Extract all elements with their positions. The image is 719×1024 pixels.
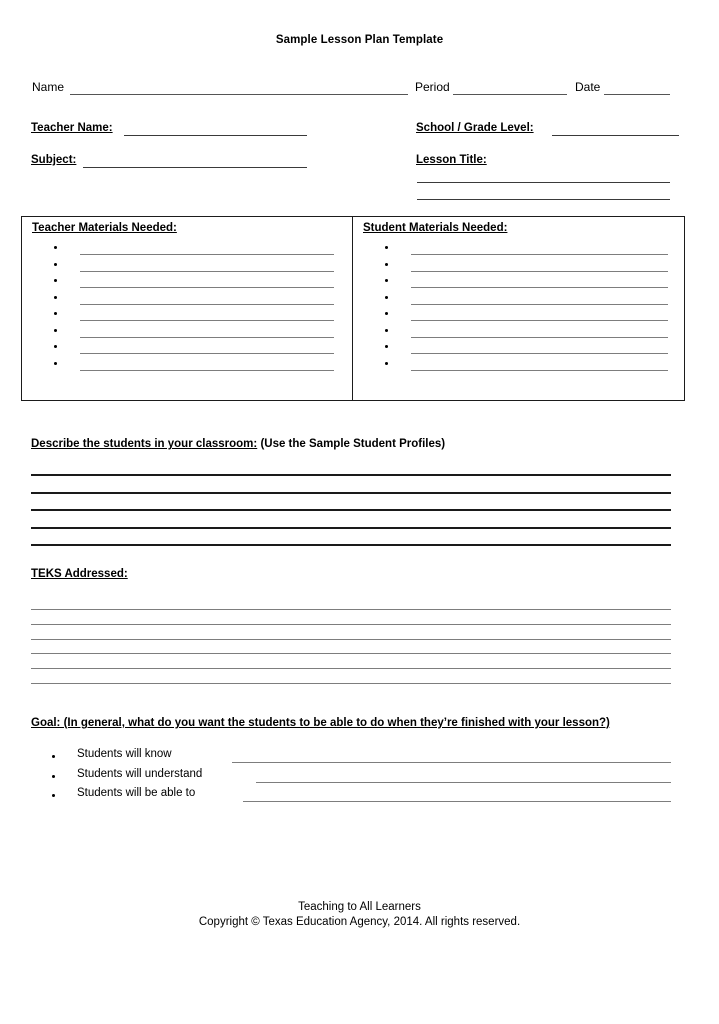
materials-bullet-row: [32, 258, 344, 275]
goal-fill-line[interactable]: [232, 762, 671, 763]
materials-fill-line[interactable]: [80, 287, 334, 288]
goal-fill-line[interactable]: [256, 782, 671, 783]
teks-fill-line[interactable]: [31, 609, 671, 610]
school-grade-label: School / Grade Level:: [416, 122, 534, 134]
materials-table: [21, 216, 685, 401]
teacher-materials-heading: Teacher Materials Needed:: [32, 222, 177, 234]
bullet-dot-icon: [54, 279, 57, 282]
materials-fill-line[interactable]: [80, 254, 334, 255]
materials-fill-line[interactable]: [80, 370, 334, 371]
bullet-dot-icon: [54, 296, 57, 299]
materials-fill-line[interactable]: [411, 320, 668, 321]
footer: [0, 900, 719, 930]
materials-bullet-row: [363, 357, 678, 374]
lesson-title-label: Lesson Title:: [416, 154, 487, 166]
materials-bullet-row: [363, 258, 678, 275]
student-materials-heading: Student Materials Needed:: [363, 222, 508, 234]
bullet-dot-icon: [54, 329, 57, 332]
materials-fill-line[interactable]: [80, 271, 334, 272]
describe-students-fill-line[interactable]: [31, 527, 671, 529]
teks-heading: TEKS Addressed:: [31, 568, 128, 580]
goal-bullet-label: Students will be able to: [77, 787, 196, 799]
bullet-dot-icon: [54, 263, 57, 266]
describe-students-fill-line[interactable]: [31, 492, 671, 494]
materials-bullet-row: [32, 357, 344, 374]
bullet-dot-icon: [385, 312, 388, 315]
goal-bullet-row: [31, 768, 671, 788]
footer-line-2: Copyright © Texas Education Agency, 2014. All rights reserved.: [198, 916, 521, 928]
materials-bullet-row: [32, 307, 344, 324]
name-label: Name: [32, 80, 65, 94]
materials-bullet-row: [32, 291, 344, 308]
goal-bullet-list: [31, 748, 671, 807]
bullet-dot-icon: [54, 345, 57, 348]
teacher-name-label: Teacher Name:: [31, 122, 113, 134]
bullet-dot-icon: [52, 775, 55, 778]
teks-fill-line[interactable]: [31, 668, 671, 669]
materials-fill-line[interactable]: [411, 254, 668, 255]
date-fill-line[interactable]: [604, 94, 670, 95]
footer-line-1: Teaching to All Learners: [298, 901, 421, 913]
bullet-dot-icon: [385, 296, 388, 299]
teacher-materials-bullet-list: [32, 241, 344, 373]
materials-fill-line[interactable]: [411, 304, 668, 305]
materials-bullet-row: [363, 291, 678, 308]
subject-label: Subject:: [31, 154, 77, 166]
materials-fill-line[interactable]: [80, 337, 334, 338]
materials-fill-line[interactable]: [411, 271, 668, 272]
goal-bullet-row: [31, 787, 671, 807]
date-label: Date: [575, 80, 601, 94]
materials-fill-line[interactable]: [80, 304, 334, 305]
bullet-dot-icon: [52, 755, 55, 758]
goal-bullet-row: [31, 748, 671, 768]
school-grade-fill-line[interactable]: [552, 135, 679, 136]
teks-fill-line[interactable]: [31, 653, 671, 654]
materials-bullet-row: [32, 241, 344, 258]
subject-fill-line[interactable]: [83, 167, 307, 168]
student-materials-cell: [353, 217, 686, 400]
materials-fill-line[interactable]: [411, 337, 668, 338]
name-fill-line[interactable]: [70, 94, 408, 95]
bullet-dot-icon: [385, 263, 388, 266]
teks-fill-line[interactable]: [31, 683, 671, 684]
materials-fill-line[interactable]: [411, 370, 668, 371]
materials-bullet-row: [363, 241, 678, 258]
bullet-dot-icon: [385, 329, 388, 332]
lesson-title-fill-line-2[interactable]: [417, 199, 670, 200]
student-materials-bullet-list: [363, 241, 678, 373]
goal-bullet-label: Students will know: [77, 748, 172, 760]
describe-students-heading-text: Describe the students in your classroom:: [31, 438, 258, 450]
teks-fill-line[interactable]: [31, 624, 671, 625]
period-fill-line[interactable]: [453, 94, 567, 95]
goal-fill-line[interactable]: [243, 801, 671, 802]
teacher-name-fill-line[interactable]: [124, 135, 307, 136]
bullet-dot-icon: [385, 246, 388, 249]
materials-bullet-row: [32, 274, 344, 291]
teacher-materials-cell: [22, 217, 353, 400]
materials-bullet-row: [32, 324, 344, 341]
materials-bullet-row: [32, 340, 344, 357]
teks-fill-line[interactable]: [31, 639, 671, 640]
bullet-dot-icon: [54, 312, 57, 315]
goal-bullet-label: Students will understand: [77, 767, 203, 780]
materials-fill-line[interactable]: [411, 353, 668, 354]
bullet-dot-icon: [52, 794, 55, 797]
bullet-dot-icon: [385, 279, 388, 282]
bullet-dot-icon: [385, 362, 388, 365]
goal-heading: Goal: (In general, what do you want the students to be able to do when they’re finished with your lesson?): [31, 717, 610, 729]
materials-fill-line[interactable]: [80, 320, 334, 321]
bullet-dot-icon: [385, 345, 388, 348]
page-title: Sample Lesson Plan Template: [275, 34, 444, 46]
materials-bullet-row: [363, 274, 678, 291]
lesson-title-fill-line-1[interactable]: [417, 182, 670, 183]
describe-students-note: (Use the Sample Student Profiles): [260, 438, 446, 450]
describe-students-fill-line[interactable]: [31, 474, 671, 476]
materials-bullet-row: [363, 340, 678, 357]
bullet-dot-icon: [54, 362, 57, 365]
materials-fill-line[interactable]: [411, 287, 668, 288]
describe-students-fill-line[interactable]: [31, 544, 671, 546]
describe-students-heading: [31, 434, 445, 452]
describe-students-fill-line[interactable]: [31, 509, 671, 511]
materials-fill-line[interactable]: [80, 353, 334, 354]
materials-bullet-row: [363, 307, 678, 324]
period-label: Period: [415, 80, 450, 94]
bullet-dot-icon: [54, 246, 57, 249]
materials-bullet-row: [363, 324, 678, 341]
